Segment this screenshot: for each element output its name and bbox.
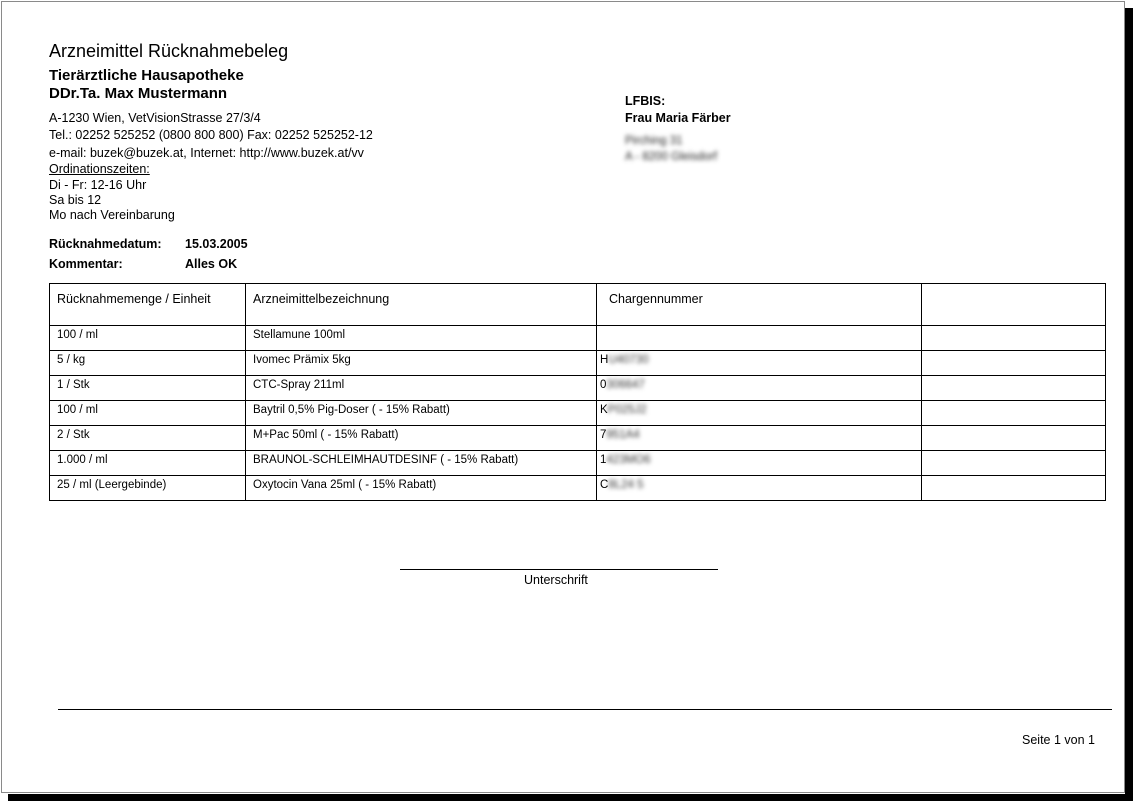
document-title: Arzneimittel Rücknahmebeleg	[49, 41, 289, 61]
hours-line: Mo nach Vereinbarung	[49, 208, 175, 222]
batch-first-char: 1	[600, 454, 607, 466]
cell-quantity: 2 / Stk	[50, 426, 246, 451]
practice-phone: Tel.: 02252 525252 (0800 800 800) Fax: 02252 525252-12	[49, 128, 373, 142]
batch-first-char: 7	[600, 429, 607, 441]
cell-extra	[922, 326, 1106, 351]
table-row	[50, 401, 1106, 426]
cell-batch	[597, 376, 922, 401]
cell-batch	[597, 426, 922, 451]
hours-heading: Ordinationszeiten:	[49, 162, 150, 176]
recipient-street: Pirching 31	[625, 135, 683, 147]
table-header-row	[50, 284, 1106, 326]
header-quantity: Rücknahmemenge / Einheit	[50, 284, 246, 326]
batch-first-char: C	[600, 479, 609, 491]
cell-product: Stellamune 100ml	[246, 326, 597, 351]
items-table	[49, 283, 1106, 501]
cell-batch	[597, 476, 922, 501]
hours-line: Di - Fr: 12-16 Uhr	[49, 178, 147, 192]
header-extra	[922, 284, 1106, 326]
signature-label: Unterschrift	[524, 573, 588, 587]
table-row	[50, 351, 1106, 376]
recipient-name: Frau Maria Färber	[625, 111, 731, 125]
table-row	[50, 426, 1106, 451]
cell-product: BRAUNOL-SCHLEIMHAUTDESINF ( - 15% Rabatt)	[246, 451, 597, 476]
cell-product: M+Pac 50ml ( - 15% Rabatt)	[246, 426, 597, 451]
recipient-city: A - 8200 Gleisdorf	[625, 151, 718, 163]
cell-batch	[597, 326, 922, 351]
cell-quantity: 100 / ml	[50, 326, 246, 351]
batch-redacted: 306647	[606, 379, 645, 391]
batch-first-char: K	[600, 404, 608, 416]
table-row	[50, 326, 1106, 351]
comment-value: Alles OK	[185, 257, 238, 271]
cell-batch	[597, 351, 922, 376]
batch-redacted: 951A4	[606, 429, 640, 441]
cell-quantity: 100 / ml	[50, 401, 246, 426]
cell-quantity: 5 / kg	[50, 351, 246, 376]
footer-divider	[58, 709, 1112, 710]
cell-batch	[597, 401, 922, 426]
page-number: Seite 1 von 1	[1022, 733, 1095, 747]
cell-extra	[922, 426, 1106, 451]
recipient-label: LFBIS:	[625, 94, 666, 108]
cell-quantity: 25 / ml (Leergebinde)	[50, 476, 246, 501]
page-shadow-bottom	[8, 794, 1133, 801]
comment-label: Kommentar:	[49, 257, 123, 271]
practice-contact: e-mail: buzek@buzek.at, Internet: http://www.buzek.at/vv	[49, 146, 364, 160]
batch-first-char: 0	[600, 379, 607, 391]
header-product: Arzneimittelbezeichnung	[246, 284, 597, 326]
hours-line: Sa bis 12	[49, 193, 102, 207]
cell-product: CTC-Spray 211ml	[246, 376, 597, 401]
batch-redacted: P025J2	[607, 404, 647, 416]
cell-extra	[922, 376, 1106, 401]
batch-first-char: H	[600, 354, 609, 366]
practice-name: Tierärztliche Hausapotheke	[49, 67, 244, 84]
vet-name: DDr.Ta. Max Mustermann	[49, 85, 228, 102]
batch-redacted: 8L24 5	[608, 479, 644, 491]
batch-redacted: 423MO6	[606, 454, 651, 466]
cell-extra	[922, 476, 1106, 501]
cell-batch	[597, 451, 922, 476]
page-shadow-right	[1125, 8, 1133, 800]
cell-product: Oxytocin Vana 25ml ( - 15% Rabatt)	[246, 476, 597, 501]
practice-address: A-1230 Wien, VetVisionStrasse 27/3/4	[49, 111, 261, 125]
batch-redacted: U40730	[608, 354, 649, 366]
cell-product: Baytril 0,5% Pig-Doser ( - 15% Rabatt)	[246, 401, 597, 426]
date-value: 15.03.2005	[185, 237, 248, 251]
cell-quantity: 1 / Stk	[50, 376, 246, 401]
header-batch: Chargennummer	[597, 284, 922, 326]
signature-line	[400, 569, 718, 570]
cell-product: Ivomec Prämix 5kg	[246, 351, 597, 376]
table-row	[50, 451, 1106, 476]
cell-extra	[922, 451, 1106, 476]
date-label: Rücknahmedatum:	[49, 237, 162, 251]
table-row	[50, 476, 1106, 501]
cell-extra	[922, 351, 1106, 376]
cell-quantity: 1.000 / ml	[50, 451, 246, 476]
cell-extra	[922, 401, 1106, 426]
table-row	[50, 376, 1106, 401]
